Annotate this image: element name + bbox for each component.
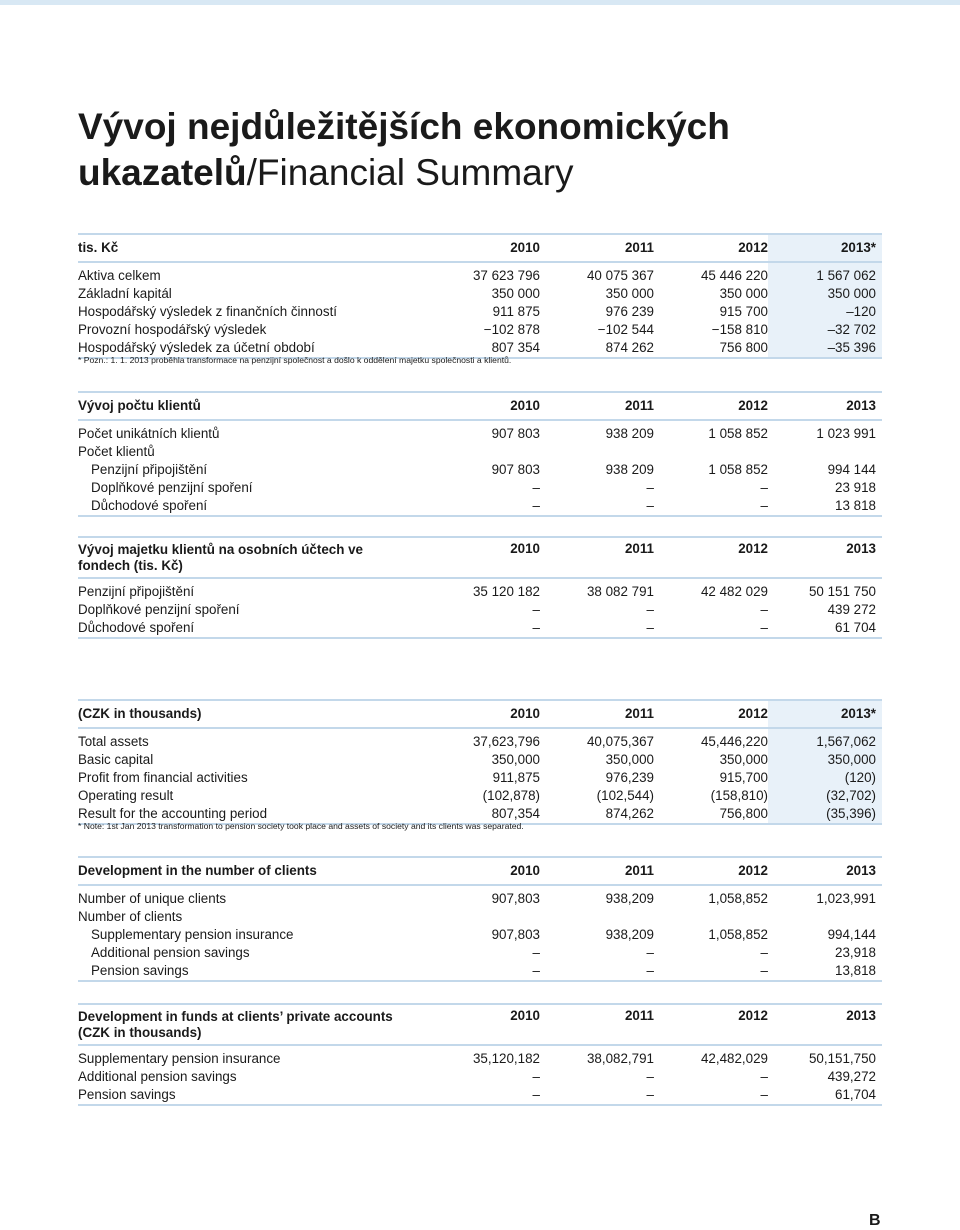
table-row: Důchodové spoření – – – 61 704	[78, 619, 882, 638]
table-row: Result for the accounting period 807,354 874,262 756,800 (35,396)	[78, 805, 882, 824]
table-cz-summary	[78, 233, 882, 359]
page-title: Vývoj nejdůležitějších ekonomických ukazatelů/Financial Summary	[78, 106, 730, 193]
table-row: Počet unikátních klientů 907 803 938 209 1 058 852 1 023 991	[78, 426, 876, 441]
table-row: Penzijní připojištění 35 120 182 38 082 791 42 482 029 50 151 750	[78, 584, 876, 599]
table-row: Doplňkové penzijní spoření – – – 439 272	[78, 602, 876, 617]
table-row: Hospodářský výsledek z finančních činností 911 875 976 239 915 700 –120	[78, 303, 882, 321]
table-en-clients	[78, 856, 882, 982]
table-header: Vývoj počtu klientů 2010 2011 2012 2013	[78, 392, 882, 420]
table-row: Number of unique clients 907,803 938,209 1,058,852 1,023,991	[78, 891, 876, 906]
table-row: Penzijní připojištění 907 803 938 209 1 058 852 994 144	[91, 462, 876, 477]
table-row: Důchodové spoření – – – 13 818	[78, 497, 882, 516]
table-row: Aktiva celkem 37 623 796 40 075 367 45 446 220 1 567 062	[78, 262, 882, 285]
table-row: Počet klientů	[78, 444, 155, 459]
table-row: Operating result (102,878) (102,544) (158,810) (32,702)	[78, 787, 882, 805]
table-cz-assets	[78, 536, 882, 639]
footnote-en: * Note: 1st Jan 2013 transformation to pension society took place and assets of society and its clients was separated.	[78, 821, 524, 831]
table-en-assets	[78, 1003, 882, 1106]
table-row: Basic capital 350,000 350,000 350,000 350,000	[78, 751, 882, 769]
table-row: Supplementary pension insurance 35,120,182 38,082,791 42,482,029 50,151,750	[78, 1051, 876, 1066]
table-row: Supplementary pension insurance 907,803 938,209 1,058,852 994,144	[91, 927, 876, 942]
table-row: Provozní hospodářský výsledek −102 878 −102 544 −158 810 –32 702	[78, 321, 882, 339]
table-row: Additional pension savings – – – 439,272	[78, 1069, 876, 1084]
table-header: Development in the number of clients 2010 2011 2012 2013	[78, 857, 882, 885]
table-row: Pension savings – – – 61,704	[78, 1086, 882, 1105]
footnote-cz: * Pozn.: 1. 1. 2013 proběhla transformace na penzijní společnost a došlo k oddělení majetku společnosti a klientů.	[78, 355, 512, 365]
table-row: Additional pension savings – – – 23,918	[91, 945, 876, 960]
top-accent-bar	[0, 0, 960, 5]
table-header: (CZK in thousands) 2010 2011 2012 2013*	[78, 700, 882, 728]
table-row: Pension savings – – – 13,818	[78, 962, 882, 981]
table-row: Number of clients	[78, 909, 183, 924]
page-letter: B	[869, 1212, 881, 1229]
table-row: Doplňkové penzijní spoření – – – 23 918	[91, 480, 876, 495]
table-header: tis. Kč 2010 2011 2012 2013*	[78, 234, 882, 262]
table-header: Development in funds at clients’ private accounts (CZK in thousands) 2010 2011 2012 2013	[78, 1004, 882, 1045]
table-cz-clients	[78, 391, 882, 517]
table-header: Vývoj majetku klientů na osobních účtech ve fondech (tis. Kč) 2010 2011 2012 2013	[78, 537, 882, 578]
table-row: Profit from financial activities 911,875 976,239 915,700 (120)	[78, 769, 882, 787]
table-row: Total assets 37,623,796 40,075,367 45,446,220 1,567,062	[78, 728, 882, 751]
table-row: Hospodářský výsledek za účetní období 807 354 874 262 756 800 –35 396	[78, 339, 882, 358]
table-row: Základní kapitál 350 000 350 000 350 000 350 000	[78, 285, 882, 303]
table-en-summary	[78, 699, 882, 825]
